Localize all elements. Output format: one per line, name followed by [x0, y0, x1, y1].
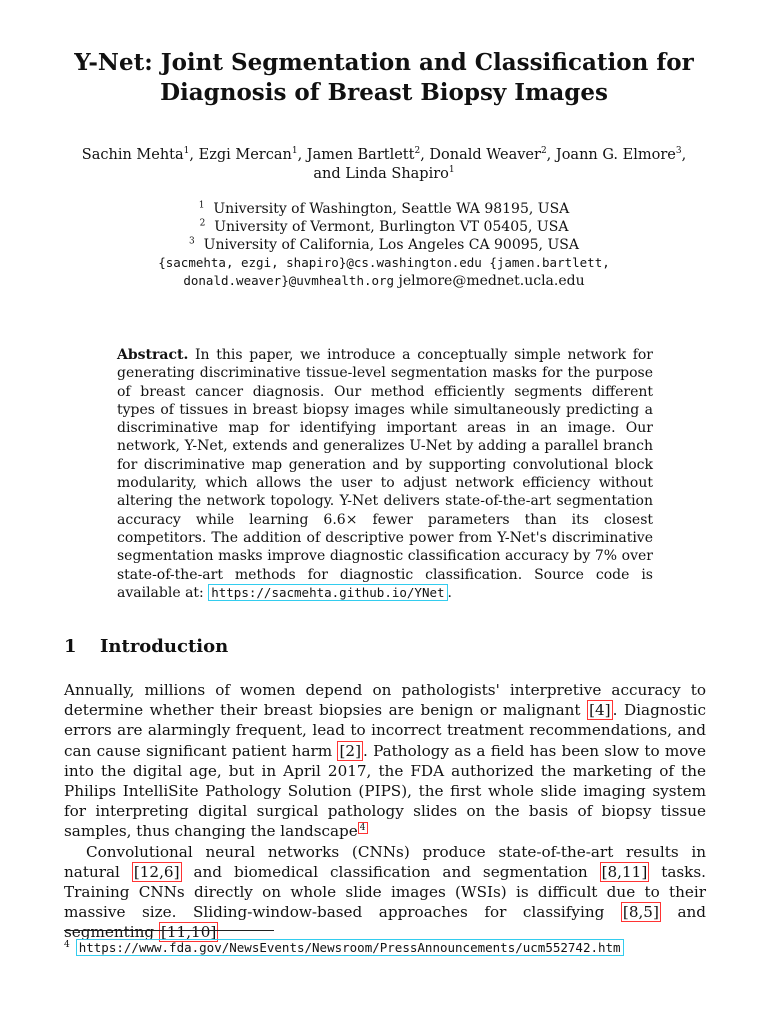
text-run: tasks. Training CNNs directly on whole slide images (WSIs) is difficult due to their massive size. Sliding-window-based approaches for classifying: [64, 862, 706, 922]
section-title: Introduction: [100, 636, 229, 657]
citation-link[interactable]: [12,6]: [133, 862, 180, 881]
abstract-label: Abstract.: [117, 347, 189, 363]
abstract-text: In this paper, we introduce a conceptually simple network for generating discriminative tissue-level segmentation masks for the purpose of breast cancer diagnosis. Our method efficiently segments different types of tissues in breast biopsy images while simultaneously predicting a discriminative map for identifying important areas in an image. Our network, Y-Net, extends and generalizes U-Net by adding a parallel branch for discriminative map generation and by supporting convolutional block modularity, which allows the user to adjust network efficiency without altering the network topology. Y-Net delivers state-of-the-art segmentation accuracy while learning 6.6× fewer parameters than its closest competitors. The addition of descriptive power from Y-Net's discriminative segmentation masks improve diagnostic classification accuracy by 7% over state-of-the-art methods for diagnostic classification. Source code is available at:: [117, 347, 653, 601]
author-affiliation-mark: 2: [414, 146, 421, 157]
footnote-rule: [64, 930, 274, 931]
citation-link[interactable]: [2]: [339, 741, 361, 760]
author: Jamen Bartlett: [306, 147, 415, 163]
affiliation-text: University of Vermont, Burlington VT 05405, USA: [214, 219, 569, 235]
section-heading: [64, 636, 228, 657]
affiliation-item: [100, 218, 668, 236]
author-affiliation-mark: 2: [540, 146, 547, 157]
affiliation-number: 2: [199, 218, 206, 229]
section-number: 1: [64, 636, 77, 657]
author-affiliation-mark: 1: [183, 146, 190, 157]
affiliation-item: [100, 236, 668, 254]
text-run: and biomedical classification and segmentation: [181, 862, 600, 881]
text-run: Annually, millions of women depend on pathologists' interpretive accuracy to determine whether their breast biopsies are benign or malignant: [64, 681, 706, 720]
body-text: [64, 680, 706, 943]
citation-link[interactable]: [8,11]: [601, 862, 648, 881]
text-run: Convolutional neural networks (CNNs) produce state-of-the-art results in natural: [64, 842, 706, 881]
author: Linda Shapiro: [345, 166, 449, 182]
citation-link[interactable]: [11,10]: [160, 923, 217, 942]
author-affiliation-mark: 1: [291, 146, 298, 157]
affiliation-text: University of Washington, Seattle WA 98195, USA: [213, 201, 570, 217]
author: Sachin Mehta: [81, 147, 184, 163]
text-run: and segmenting: [64, 903, 706, 942]
affiliation-text: University of California, Los Angeles CA 90095, USA: [203, 237, 579, 253]
email-line-1: {sacmehta, ezgi, shapiro}@cs.washington.edu {jamen.bartlett,: [158, 255, 610, 270]
footnote-number: 4: [64, 940, 70, 950]
email-line-2: [100, 272, 668, 290]
abstract-end: .: [447, 584, 452, 601]
author-affiliation-mark: 1: [448, 165, 455, 176]
paragraph: [64, 842, 706, 943]
affiliation-item: [100, 200, 668, 218]
paper-title: [40, 48, 728, 108]
footnote-url-link[interactable]: https://www.fda.gov/NewsEvents/Newsroom/PressAnnouncements/ucm552742.htm: [76, 939, 624, 956]
author: Ezgi Mercan: [198, 147, 292, 163]
title-line-2: Diagnosis of Breast Biopsy Images: [160, 79, 608, 106]
text-run: . Pathology as a field has been slow to move into the digital age, but in April 2017, the FDA authorized the marketing of the Philips IntelliSite Pathology Solution (PIPS), the first whole slide imaging system for interpreting digital surgical pathology slides on the basis of biopsy tissue samples, thus changing the landscape: [64, 741, 706, 841]
author: Donald Weaver: [429, 147, 541, 163]
affiliation-number: 3: [189, 236, 195, 247]
footnote-ref[interactable]: 4: [359, 823, 366, 834]
text-run: . Diagnostic errors are alarmingly frequent, lead to incorrect treatment recommendations, and can cause significant patient harm: [64, 701, 707, 760]
affiliations: [100, 200, 668, 290]
footnote: [64, 936, 706, 958]
email-mono: donald.weaver}@uvmhealth.org: [183, 273, 395, 288]
paragraph: [64, 680, 706, 842]
citation-link[interactable]: [4]: [589, 701, 611, 720]
email-plain: jelmore@mednet.ucla.edu: [398, 273, 585, 289]
abstract: [117, 346, 653, 602]
source-code-link[interactable]: https://sacmehta.github.io/YNet: [208, 584, 447, 601]
author-affiliation-mark: 3: [675, 146, 682, 157]
citation-link[interactable]: [8,5]: [622, 903, 659, 922]
and-word: and: [313, 166, 341, 182]
author: Joann G. Elmore: [555, 147, 676, 163]
title-line-1: Y-Net: Joint Segmentation and Classification for: [74, 49, 694, 76]
author-list: Sachin Mehta$^1$, Ezgi Mercan$^1$, Jamen Bartlett$^2$, Donald Weaver$^2$, Joann G. Elmore$^3$, and Linda Shapiro$^1$: [81, 146, 687, 182]
affiliation-number: 1: [198, 200, 205, 211]
